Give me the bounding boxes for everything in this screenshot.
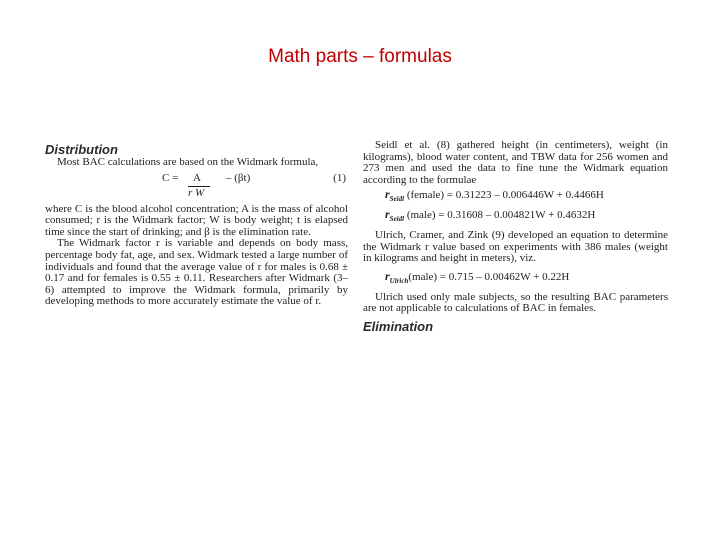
distribution-heading: Distribution [45,142,118,157]
equation-number: (1) [333,171,346,184]
slide-title: Math parts – formulas [268,46,452,67]
intro-paragraph: Most BAC calculations are based on the Widmark formula, [57,156,319,168]
formula-body: (male) = 0.715 – 0.00462W + 0.22H [408,270,570,283]
widmark-equation [45,172,348,202]
equation-minus-term: – (βt) [226,171,251,184]
formula-seidl-female [385,189,668,206]
left-column [45,142,348,380]
formula-body: (male) = 0.31608 – 0.004821W + 0.4632H [404,209,596,222]
equation-numerator: A [193,171,201,184]
male-only-paragraph: Ulrich used only male subjects, so the resulting BAC parameters are not applicable to calculations of BAC in females. [363,290,668,315]
formula-subscript: Ulrich [389,276,409,285]
formula-var: r [385,207,390,222]
formula-seidl-male [385,209,668,226]
formula-ulrich [385,268,668,288]
elimination-heading: Elimination [363,318,434,334]
ulrich-paragraph: Ulrich, Cramer, and Zink (9) developed an equation to determine the Widmark r value based on experiments with 386 males (weight in kilograms and height in meters), viz. [363,228,668,265]
widmark-factor-paragraph: The Widmark factor r is variable and depends on body mass, percentage body fat, age, and sex. Widmark tested a large number of individuals and found that the average value of r for males is 0.68 ± 0.17 and for females is 0.55 ± 0.11. Researchers after Widmark (3–6) attempted to improve the Widmark formula, primarily by developing methods to more accurately estimate the value of r. [45,237,348,308]
where-paragraph: where C is the blood alcohol concentration; A is the mass of alcohol consumed; r is the Widmark factor; W is body weight; t is elapsed time since the start of drinking; and β is the elimination rate. [45,202,348,238]
formula-var: r [385,268,390,283]
equation-lhs: C = [162,171,179,184]
equation-denominator: r W [188,186,205,199]
seidl-paragraph: Seidl et al. (8) gathered height (in centimeters), weight (in kilograms), blood water content, and TBW data for 256 women and 273 men and used the data to fine tune the Widmark equation according to the formulae [363,139,668,186]
right-column [363,140,668,382]
formula-subscript: Seidl [389,215,405,224]
formula-subscript: Seidl [389,195,405,204]
formula-body: (female) = 0.31223 – 0.006446W + 0.4466H [404,189,604,202]
formula-var: r [385,187,390,202]
